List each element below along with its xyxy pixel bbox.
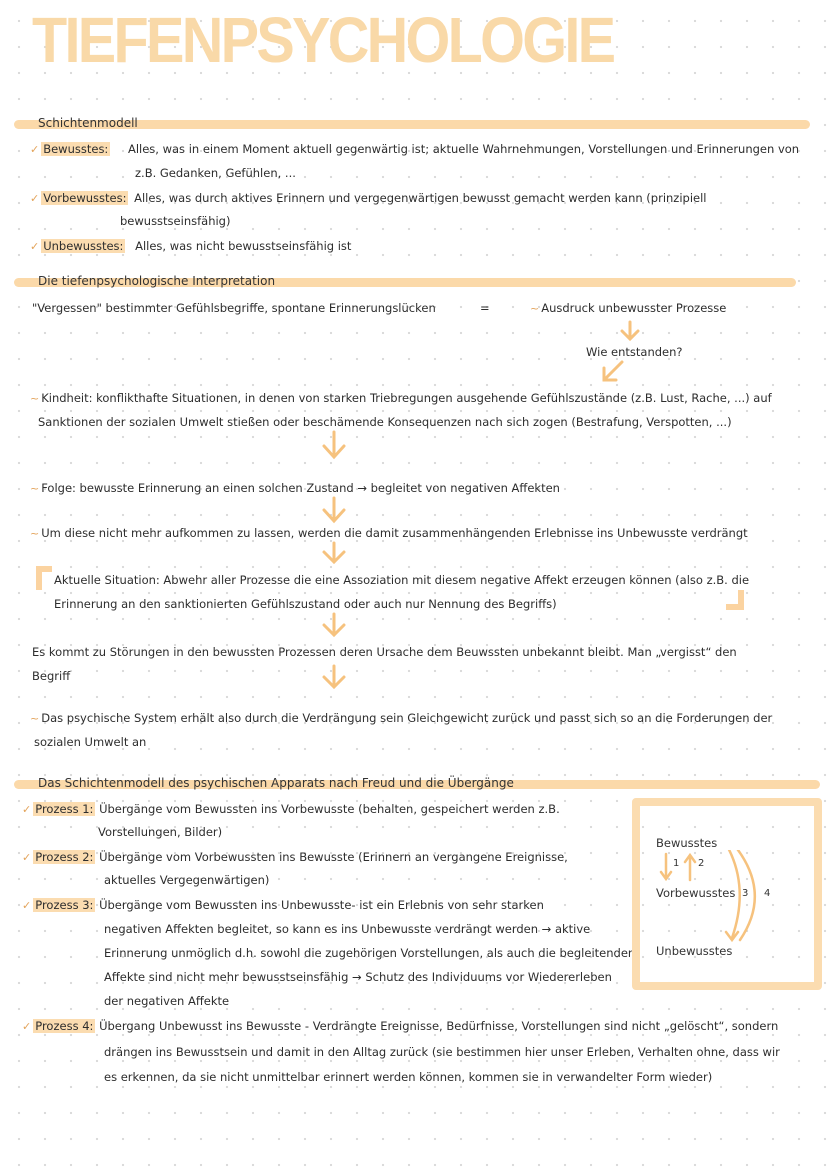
diagram-label-unbewusstes: Unbewusstes xyxy=(656,944,733,958)
process-text: Affekte sind nicht mehr bewusstseinsfähig → Schutz des Individuums vor Wiedererleben xyxy=(104,970,612,984)
check-icon: ✓ xyxy=(30,240,40,253)
definition-text: bewusstseinsfähig) xyxy=(120,214,231,228)
process-text: Erinnerung unmöglich d.h. sowohl die zugehörigen Vorstellungen, als auch die begleitenden xyxy=(104,946,636,960)
check-icon: ✓ xyxy=(22,899,32,912)
process-text: es erkennen, da sie nicht unmittelbar erinnert werden können, kommen sie in verwandelter Form wieder) xyxy=(104,1070,713,1084)
term: Vorbewusstes: xyxy=(43,191,127,205)
stoerung-line2: Begriff xyxy=(32,669,71,683)
check-icon: ✓ xyxy=(30,143,40,156)
process-term: Prozess 4: xyxy=(35,1019,94,1033)
kindheit-line1: ~ Kindheit: konflikthafte Situationen, in denen von starken Triebregungen ausgehende Gefühlszustände (z.B. Lust, Rache, ...) auf xyxy=(30,391,772,405)
process-term: Prozess 2: xyxy=(35,850,94,864)
list-item xyxy=(30,186,707,211)
folge-line: ~ Folge: bewusste Erinnerung an einen solchen Zustand → begleitet von negativen Affekten xyxy=(30,481,560,495)
check-icon: ✓ xyxy=(22,803,32,816)
definition-text: Alles, was in einem Moment aktuell gegenwärtig ist; aktuelle Wahrnehmungen, Vorstellungen und Erinnerungen von xyxy=(127,142,800,156)
verdraengung-line: ~ Um diese nicht mehr aufkommen zu lassen, werden die damit zusammenhängenden Erlebnisse ins Unbewusste verdrängt xyxy=(30,526,748,540)
diagram-number-1: 1 xyxy=(673,858,680,869)
section-heading-interpretation: Die tiefenpsychologische Interpretation xyxy=(38,274,276,288)
process-text: negativen Affekten begleitet, so kann es ins Unbewusste verdrängt werden → aktive xyxy=(104,922,591,936)
aktuelle-situation-line1: Aktuelle Situation: Abwehr aller Prozesse die eine Assoziation mit diesem negative Affekt erzeugen können (also z.B. die xyxy=(54,573,750,587)
section-heading-schichtenmodell: Schichtenmodell xyxy=(38,116,138,130)
page-title: TIEFENPSYCHOLOGIE xyxy=(32,4,614,76)
list-item xyxy=(30,234,351,259)
term: Bewusstes: xyxy=(43,142,109,156)
definition-text: Alles, was nicht bewusstseinsfähig ist xyxy=(135,239,352,253)
definition-text: z.B. Gedanken, Gefühlen, ... xyxy=(135,166,296,180)
process-item: ✓ Prozess 4: Übergang Unbewusst ins Bewusste - Verdrängte Ereignisse, Bedürfnisse, Vorstellungen sind nicht „gelöscht“, sondern xyxy=(22,1019,779,1033)
arrow-down-icon xyxy=(320,430,348,462)
process-item: ✓ Prozess 3: Übergänge vom Bewussten ins Unbewusste- ist ein Erlebnis von sehr starken xyxy=(22,898,544,912)
arrow-down-icon xyxy=(320,612,348,640)
process-item: ✓ Prozess 2: Übergänge vom Vorbewussten ins Bewusste (Erinnern an vergangene Ereignisse, xyxy=(22,850,568,864)
term: Unbewusstes: xyxy=(43,239,124,253)
bracket-corner-decoration xyxy=(36,566,52,590)
diagram-number-3: 3 xyxy=(742,888,749,899)
arrow-down-left-icon xyxy=(598,360,626,384)
diagram-arrows-icon xyxy=(656,850,796,950)
process-text: der negativen Affekte xyxy=(104,994,230,1008)
bracket-corner-decoration xyxy=(726,590,744,610)
process-term: Prozess 3: xyxy=(35,898,94,912)
process-text: aktuelles Vergegenwärtigen) xyxy=(104,873,270,887)
process-item: ✓ Prozess 1: Übergänge vom Bewussten ins Vorbewusste (behalten, gespeichert werden z.B. xyxy=(22,802,560,816)
psychisches-system-line2: sozialen Umwelt an xyxy=(34,735,147,749)
statement-right: ~ Ausdruck unbewusster Prozesse xyxy=(530,301,727,315)
process-term: Prozess 1: xyxy=(35,802,94,816)
stoerung-line1: Es kommt zu Störungen in den bewussten Prozessen deren Ursache dem Beuwssten unbekannt bleibt. Man „vergisst“ den xyxy=(32,645,737,659)
diagram-number-4: 4 xyxy=(764,888,771,899)
check-icon: ✓ xyxy=(30,192,40,205)
definition-text: Alles, was durch aktives Erinnern und vergegenwärtigen bewusst gemacht werden kann (prinzipiell xyxy=(134,191,707,205)
kindheit-line2: Sanktionen der sozialen Umwelt stießen oder beschämende Konsequenzen nach sich zogen (Bestrafung, Verspotten, ...) xyxy=(38,415,732,429)
arrow-down-icon xyxy=(320,664,348,692)
section-heading-freud: Das Schichtenmodell des psychischen Apparats nach Freud und die Übergänge xyxy=(38,776,514,790)
check-icon: ✓ xyxy=(22,851,32,864)
aktuelle-situation-line2: Erinnerung an den sanktionierten Gefühlszustand oder auch nur Nennung des Begriffs) xyxy=(54,597,557,611)
diagram-label-vorbewusstes: Vorbewusstes xyxy=(656,886,736,900)
process-text: drängen ins Bewusstsein und damit in den Alltag zurück (sie bestimmen hier unser Erleben, Verhalten ohne, dass wir xyxy=(104,1045,780,1059)
statement-left: "Vergessen" bestimmter Gefühlsbegriffe, spontane Erinnerungslücken xyxy=(32,301,436,315)
arrow-down-icon xyxy=(320,541,348,567)
list-item xyxy=(30,137,799,162)
equals-sign: = xyxy=(480,301,490,315)
diagram-number-2: 2 xyxy=(698,858,705,869)
diagram-label-bewusstes: Bewusstes xyxy=(656,836,718,850)
process-text: Vorstellungen, Bilder) xyxy=(98,825,223,839)
check-icon: ✓ xyxy=(22,1020,32,1033)
psychisches-system-line1: ~ Das psychische System erhält also durch die Verdrängung sein Gleichgewicht zurück und passt sich so an die Forderungen der xyxy=(30,711,773,725)
question-text: Wie entstanden? xyxy=(586,345,683,359)
